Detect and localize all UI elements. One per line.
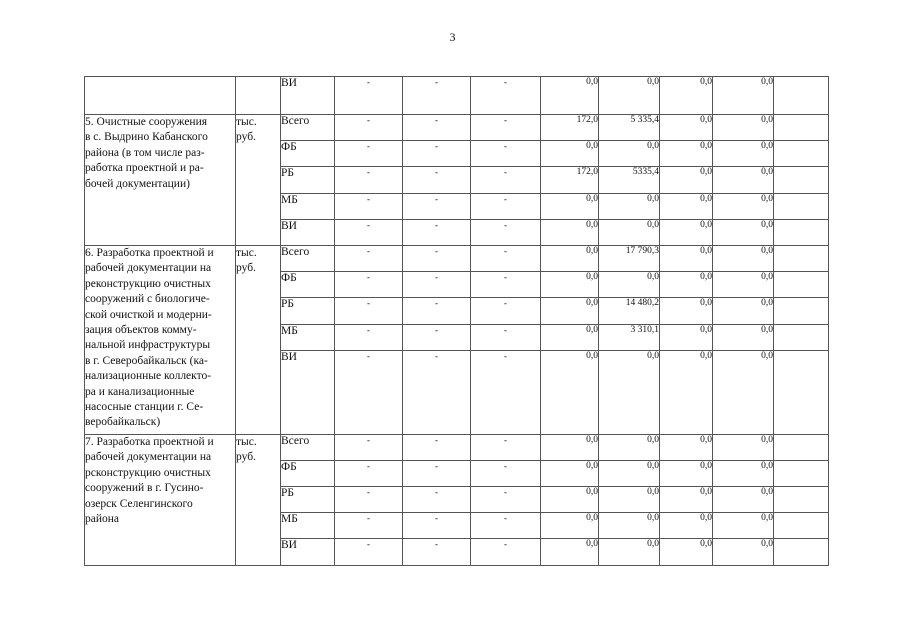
value-cell: 172,0 [541, 115, 599, 141]
project-name-line: в г. Северобайкальск (ка- [85, 354, 208, 367]
funding-source-cell: РБ [281, 298, 335, 325]
project-name-line: 6. Разработка проектной и [85, 247, 214, 259]
value-cell: - [335, 194, 403, 220]
value-cell: 0,0 [660, 513, 713, 539]
funding-source-cell: МБ [281, 325, 335, 351]
value-cell: - [335, 435, 403, 461]
unit-cell [236, 77, 281, 115]
value-cell: - [403, 461, 471, 487]
project-name-line: веробайкальск) [85, 416, 161, 429]
funding-source-cell: РБ [281, 167, 335, 194]
value-cell: 0,0 [660, 539, 713, 566]
value-cell: 0,0 [599, 435, 660, 461]
value-cell: 0,0 [541, 194, 599, 220]
value-cell: 172,0 [541, 167, 599, 194]
project-name-line: сооружений с биологиче- [85, 293, 210, 306]
page-number: 3 [449, 30, 456, 44]
value-cell: - [403, 77, 471, 115]
value-cell: 0,0 [713, 194, 774, 220]
value-cell: 0,0 [713, 325, 774, 351]
value-cell: - [403, 115, 471, 141]
funding-source-cell: ФБ [281, 461, 335, 487]
value-cell: 0,0 [660, 487, 713, 513]
project-name-line: ской очисткой и модерни- [85, 308, 212, 321]
value-cell: - [403, 435, 471, 461]
value-cell: - [335, 141, 403, 167]
value-cell: 0,0 [599, 194, 660, 220]
value-cell: 0,0 [541, 435, 599, 461]
funding-source-cell: ФБ [281, 272, 335, 298]
empty-cell [774, 513, 829, 539]
value-cell: 0,0 [541, 272, 599, 298]
value-cell: - [471, 115, 541, 141]
unit-line: тыс. [236, 247, 257, 259]
funding-source-cell: ФБ [281, 141, 335, 167]
project-name-cell [85, 435, 236, 566]
empty-cell [774, 115, 829, 141]
value-cell: 0,0 [660, 77, 713, 115]
value-cell: - [471, 298, 541, 325]
project-name-line: ра и канализационные [85, 385, 195, 398]
funding-source-cell: ВИ [281, 539, 335, 566]
value-cell: 0,0 [541, 351, 599, 435]
funding-source-cell: МБ [281, 194, 335, 220]
value-cell: 0,0 [713, 513, 774, 539]
value-cell: 0,0 [660, 298, 713, 325]
unit-cell [236, 435, 281, 566]
value-cell: 0,0 [713, 272, 774, 298]
value-cell: 0,0 [713, 539, 774, 566]
project-name-cell [85, 246, 236, 435]
value-cell: - [471, 461, 541, 487]
value-cell: - [335, 513, 403, 539]
value-cell: - [471, 246, 541, 272]
empty-cell [774, 141, 829, 167]
value-cell: - [335, 325, 403, 351]
value-cell: - [471, 539, 541, 566]
value-cell: - [335, 220, 403, 246]
value-cell: 5335,4 [599, 167, 660, 194]
value-cell: 0,0 [660, 194, 713, 220]
empty-cell [774, 487, 829, 513]
value-cell: - [471, 513, 541, 539]
empty-cell [774, 220, 829, 246]
value-cell: 0,0 [660, 351, 713, 435]
value-cell: - [471, 141, 541, 167]
value-cell: 0,0 [713, 77, 774, 115]
value-cell: 0,0 [660, 272, 713, 298]
project-name-cell [85, 115, 236, 246]
value-cell: 0,0 [660, 141, 713, 167]
value-cell: 0,0 [713, 220, 774, 246]
value-cell: - [335, 487, 403, 513]
value-cell: 0,0 [541, 539, 599, 566]
value-cell: - [403, 194, 471, 220]
project-name-line: реконструкцию очистных [85, 277, 211, 290]
project-name-line: озерск Селенгинского [85, 497, 193, 510]
value-cell: - [403, 141, 471, 167]
funding-source-cell: РБ [281, 487, 335, 513]
funding-source-cell: Всего [281, 246, 335, 272]
unit-line: руб. [236, 131, 256, 144]
value-cell: 0,0 [713, 246, 774, 272]
empty-cell [774, 325, 829, 351]
value-cell: - [471, 77, 541, 115]
value-cell: 0,0 [713, 351, 774, 435]
empty-cell [774, 539, 829, 566]
value-cell: - [403, 167, 471, 194]
empty-cell [774, 351, 829, 435]
empty-cell [774, 77, 829, 115]
value-cell: 0,0 [541, 513, 599, 539]
value-cell: - [335, 246, 403, 272]
unit-line: тыс. [236, 116, 257, 128]
value-cell: - [335, 272, 403, 298]
unit-line: руб. [236, 451, 256, 464]
value-cell: - [471, 167, 541, 194]
value-cell: 0,0 [599, 461, 660, 487]
value-cell: 0,0 [541, 325, 599, 351]
value-cell: 0,0 [599, 141, 660, 167]
value-cell: - [403, 298, 471, 325]
unit-cell [236, 115, 281, 246]
value-cell: 0,0 [660, 246, 713, 272]
project-name-line: 7. Разработка проектной и [85, 436, 214, 448]
project-name-line: бочей документации) [85, 177, 190, 190]
value-cell: 0,0 [660, 220, 713, 246]
funding-source-cell: Всего [281, 115, 335, 141]
empty-cell [774, 167, 829, 194]
project-name-line: рсконструкцию очистных [85, 466, 211, 479]
unit-line: руб. [236, 262, 256, 275]
value-cell: 0,0 [660, 115, 713, 141]
project-name-line: сооружений в г. Гусино- [85, 482, 204, 495]
value-cell: 0,0 [660, 167, 713, 194]
value-cell: - [403, 246, 471, 272]
value-cell: 0,0 [713, 435, 774, 461]
value-cell: 0,0 [599, 513, 660, 539]
value-cell: 0,0 [541, 487, 599, 513]
value-cell: 0,0 [713, 141, 774, 167]
value-cell: 0,0 [660, 325, 713, 351]
project-name-line: 5. Очистные сооружения [85, 116, 208, 128]
table-row [85, 115, 829, 141]
value-cell: - [403, 325, 471, 351]
table-row [85, 246, 829, 272]
table-row [85, 77, 829, 115]
budget-table [84, 76, 829, 566]
project-name-line: рабочей документации на [85, 451, 212, 464]
empty-cell [774, 298, 829, 325]
project-name-line: насосные станции г. Се- [85, 401, 204, 414]
value-cell: - [471, 487, 541, 513]
value-cell: - [403, 351, 471, 435]
value-cell: 0,0 [599, 539, 660, 566]
value-cell: - [335, 351, 403, 435]
value-cell: 0,0 [713, 487, 774, 513]
value-cell: 0,0 [541, 461, 599, 487]
value-cell: - [471, 435, 541, 461]
value-cell: 0,0 [599, 77, 660, 115]
value-cell: 0,0 [541, 141, 599, 167]
value-cell: 0,0 [541, 220, 599, 246]
project-name-line: нальной инфраструктуры [85, 339, 211, 352]
project-name-line: района (в том числе раз- [85, 146, 205, 159]
value-cell: 0,0 [599, 487, 660, 513]
value-cell: 0,0 [541, 77, 599, 115]
project-name-line: рабочей документации на [85, 262, 212, 275]
value-cell: - [471, 351, 541, 435]
value-cell: - [471, 325, 541, 351]
value-cell: 5 335,4 [599, 115, 660, 141]
value-cell: - [471, 272, 541, 298]
value-cell: 0,0 [713, 115, 774, 141]
value-cell: 0,0 [713, 167, 774, 194]
value-cell: - [335, 167, 403, 194]
project-name-line: нализационные коллекто- [85, 370, 212, 383]
value-cell: 0,0 [660, 435, 713, 461]
value-cell: 0,0 [599, 220, 660, 246]
value-cell: - [335, 298, 403, 325]
table-row [85, 435, 829, 461]
value-cell: 0,0 [660, 461, 713, 487]
value-cell: - [403, 539, 471, 566]
empty-cell [774, 194, 829, 220]
value-cell: 0,0 [599, 272, 660, 298]
value-cell: 0,0 [599, 351, 660, 435]
project-name-line: зация объектов комму- [85, 324, 197, 337]
value-cell: - [471, 220, 541, 246]
empty-cell [774, 435, 829, 461]
value-cell: 0,0 [541, 298, 599, 325]
value-cell: 3 310,1 [599, 325, 660, 351]
funding-source-cell: Всего [281, 435, 335, 461]
value-cell: - [403, 487, 471, 513]
value-cell: - [335, 539, 403, 566]
value-cell: - [471, 194, 541, 220]
value-cell: 0,0 [541, 246, 599, 272]
project-name-line: работка проектной и ра- [85, 162, 204, 175]
value-cell: - [403, 220, 471, 246]
funding-source-cell: ВИ [281, 220, 335, 246]
value-cell: 17 790,3 [599, 246, 660, 272]
value-cell: - [403, 513, 471, 539]
empty-cell [774, 272, 829, 298]
value-cell: - [403, 272, 471, 298]
value-cell: 0,0 [713, 461, 774, 487]
value-cell: - [335, 77, 403, 115]
project-name-cell [85, 77, 236, 115]
project-name-line: в с. Выдрино Кабанского [85, 131, 208, 144]
funding-source-cell: ВИ [281, 77, 335, 115]
funding-source-cell: ВИ [281, 351, 335, 435]
empty-cell [774, 461, 829, 487]
unit-cell [236, 246, 281, 435]
value-cell: - [335, 461, 403, 487]
unit-line: тыс. [236, 436, 257, 448]
value-cell: - [335, 115, 403, 141]
project-name-line: района [85, 513, 120, 526]
value-cell: 14 480,2 [599, 298, 660, 325]
empty-cell [774, 246, 829, 272]
funding-source-cell: МБ [281, 513, 335, 539]
value-cell: 0,0 [713, 298, 774, 325]
